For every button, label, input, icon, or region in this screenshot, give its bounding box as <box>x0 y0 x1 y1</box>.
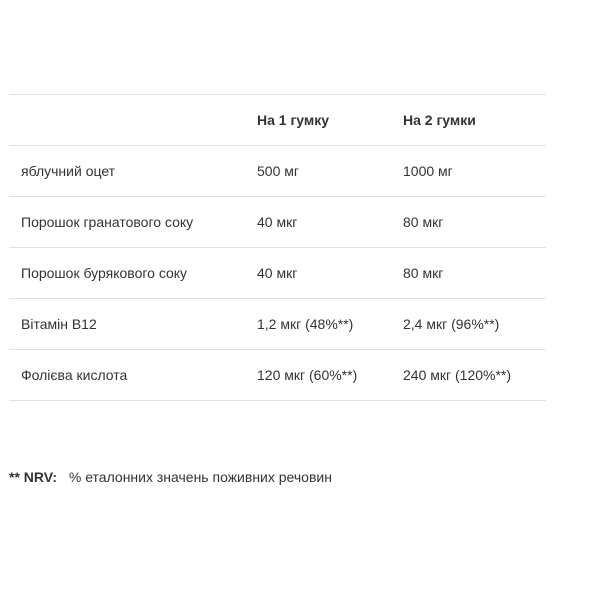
ingredient-name: Порошок гранатового соку <box>21 214 194 230</box>
header-per-one-gummy: На 1 гумку <box>257 112 330 128</box>
nrv-footnote-label: ** NRV: <box>9 469 57 485</box>
amount-per-two: 80 мкг <box>403 265 444 281</box>
amount-per-one: 500 мг <box>257 163 299 179</box>
table-row <box>9 350 546 401</box>
ingredient-name: Фолієва кислота <box>21 367 128 383</box>
amount-per-one: 1,2 мкг (48%**) <box>257 316 354 332</box>
amount-per-two: 80 мкг <box>403 214 444 230</box>
ingredient-name: яблучний оцет <box>21 163 116 179</box>
table-row <box>9 248 546 299</box>
amount-per-one: 40 мкг <box>257 265 298 281</box>
amount-per-one: 120 мкг (60%**) <box>257 367 358 383</box>
table-row <box>9 299 546 350</box>
ingredient-name: Вітамін B12 <box>21 316 97 332</box>
table-header <box>9 95 546 146</box>
ingredient-name: Порошок бурякового соку <box>21 265 188 281</box>
nutrition-table <box>9 94 546 401</box>
table-row <box>9 146 546 197</box>
amount-per-two: 2,4 мкг (96%**) <box>403 316 500 332</box>
table-body <box>9 146 546 401</box>
nrv-footnote-text: % еталонних значень поживних речовин <box>68 469 332 485</box>
amount-per-two: 1000 мг <box>403 163 453 179</box>
amount-per-one: 40 мкг <box>257 214 298 230</box>
header-ingredient <box>9 95 257 146</box>
amount-per-two: 240 мкг (120%**) <box>403 367 512 383</box>
header-per-two-gummies: На 2 гумки <box>403 112 476 128</box>
table-row <box>9 197 546 248</box>
nrv-footnote <box>9 469 332 485</box>
header-row <box>9 95 546 146</box>
